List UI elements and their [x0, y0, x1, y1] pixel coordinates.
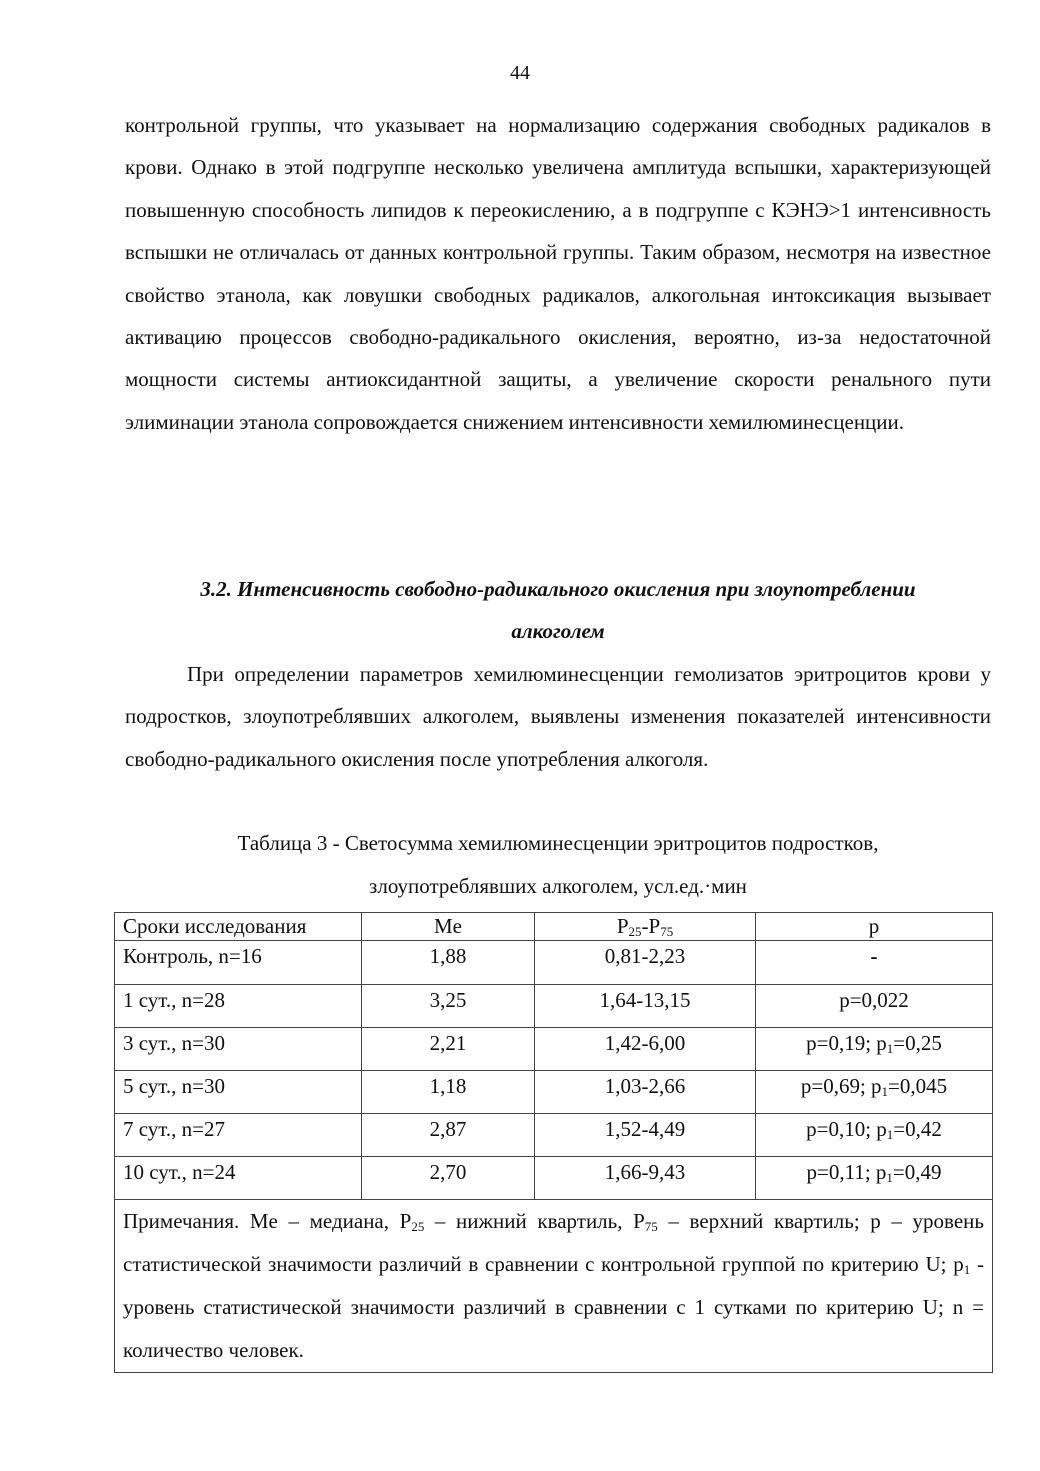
cell-median: 1,18 [362, 1071, 535, 1114]
p1-label: p [875, 1160, 887, 1184]
cell-period: 5 сут., n=30 [115, 1071, 362, 1114]
page-number: 44 [510, 62, 530, 84]
cell-period: 7 сут., n=27 [115, 1114, 362, 1157]
cell-p-value: p=0,022 [756, 985, 993, 1028]
header-quartiles-dash: -P [641, 914, 661, 938]
cell-quartiles: 1,64-13,15 [535, 985, 756, 1028]
p-separator: ; [865, 1117, 877, 1141]
table-note [115, 1200, 993, 1373]
header-p-value: p [756, 913, 993, 941]
table-row [115, 1071, 993, 1114]
data-table [114, 912, 993, 1373]
p-value: p=0,19 [806, 1031, 866, 1055]
table-row [115, 1157, 993, 1200]
header-period: Сроки исследования [115, 913, 362, 941]
p1-subscript: 1 [886, 1127, 894, 1142]
p-separator: ; [865, 1031, 877, 1055]
cell-period: 10 сут., n=24 [115, 1157, 362, 1200]
p1-value: =0,25 [893, 1031, 942, 1055]
table-row [115, 1028, 993, 1071]
table-header-row [115, 913, 993, 941]
header-quartiles-sub2: 75 [660, 924, 674, 939]
p1-label: p [876, 1117, 887, 1141]
header-quartiles-sub1: 25 [628, 924, 642, 939]
p1-label: p [876, 1031, 887, 1055]
table-caption-line1: Таблица 3 - Светосумма хемилюминесценции эритроцитов подростков, [237, 831, 879, 855]
cell-quartiles: 1,66-9,43 [535, 1157, 756, 1200]
note-text-1: Примечания. Me – медиана, P [123, 1209, 412, 1233]
cell-quartiles: 1,52-4,49 [535, 1114, 756, 1157]
section-heading-line1: 3.2. Интенсивность свободно-радикального окисления при злоупотреблении [200, 577, 916, 601]
p1-value: =0,42 [893, 1117, 942, 1141]
cell-median: 2,21 [362, 1028, 535, 1071]
note-text-3: – верхний квартиль; p – уровень статистической значимости различий в сравнении с контрольной группой по критерию U; p [123, 1209, 984, 1276]
p1-value: =0,045 [888, 1074, 948, 1098]
section-heading [125, 568, 991, 652]
cell-period: 3 сут., n=30 [115, 1028, 362, 1071]
p-value: p=0,10 [806, 1117, 866, 1141]
table-row [115, 941, 993, 985]
body-paragraph-2: При определении параметров хемилюминесценции гемолизатов эритроцитов крови у подростков, злоупотреблявших алкоголем, выявлены изменения показателей интенсивности свободно-радикального окисления после употребления алкоголя. [125, 662, 991, 771]
cell-period: Контроль, n=16 [115, 941, 362, 985]
p1-subscript: 1 [886, 1170, 893, 1185]
header-quartiles [535, 913, 756, 941]
table-caption-line2: злоупотреблявших алкоголем, усл.ед.·мин [369, 874, 747, 898]
p-separator: ; [859, 1074, 872, 1098]
cell-median: 2,87 [362, 1114, 535, 1157]
p-value: p=0,11 [806, 1160, 865, 1184]
p-value: p=0,69 [800, 1074, 860, 1098]
p1-subscript: 1 [886, 1041, 894, 1056]
p-separator: ; [864, 1160, 876, 1184]
cell-p-value [756, 1071, 993, 1114]
p1-subscript: 1 [881, 1084, 889, 1099]
cell-p-value [756, 1114, 993, 1157]
cell-p-value [756, 1157, 993, 1200]
cell-p-value: - [756, 941, 993, 985]
note-text-4: - уровень статистической значимости различий в сравнении с 1 сутками по критерию U; n = количество человек. [123, 1252, 984, 1362]
cell-quartiles: 1,42-6,00 [535, 1028, 756, 1071]
cell-quartiles: 0,81-2,23 [535, 941, 756, 985]
cell-median: 2,70 [362, 1157, 535, 1200]
table-caption [125, 822, 991, 908]
cell-median: 3,25 [362, 985, 535, 1028]
cell-quartiles: 1,03-2,66 [535, 1071, 756, 1114]
header-quartiles-p: P [616, 914, 629, 938]
note-sub-3: 1 [963, 1262, 971, 1277]
note-sub-1: 25 [411, 1219, 425, 1234]
body-paragraph-1: контрольной группы, что указывает на нормализацию содержания свободных радикалов в крови. Однако в этой подгруппе несколько увеличена амплитуда вспышки, характеризующей повышенную способность липидов к переокислению, а в подгруппе с КЭНЭ>1 интенсивность вспышки не отличалась от данных контрольной группы. Таким образом, несмотря на известное свойство этанола, как ловушки свободных радикалов, алкогольная интоксикация вызывает активацию процессов свободно-радикального окисления, вероятно, из-за недостаточной мощности системы антиоксидантной защиты, а увеличение скорости ренального пути элиминации этанола сопровождается снижением интенсивности хемилюминесценции. [125, 113, 991, 434]
cell-p-value [756, 1028, 993, 1071]
header-median: Me [362, 913, 535, 941]
table-note-row [115, 1200, 993, 1373]
note-text-2: – нижний квартиль, P [424, 1209, 645, 1233]
p1-label: p [871, 1074, 882, 1098]
p1-value: =0,49 [892, 1160, 942, 1184]
cell-median: 1,88 [362, 941, 535, 985]
section-heading-line2: алкоголем [511, 619, 605, 643]
note-sub-2: 75 [644, 1219, 658, 1234]
cell-period: 1 сут., n=28 [115, 985, 362, 1028]
table-row [115, 985, 993, 1028]
table-row [115, 1114, 993, 1157]
